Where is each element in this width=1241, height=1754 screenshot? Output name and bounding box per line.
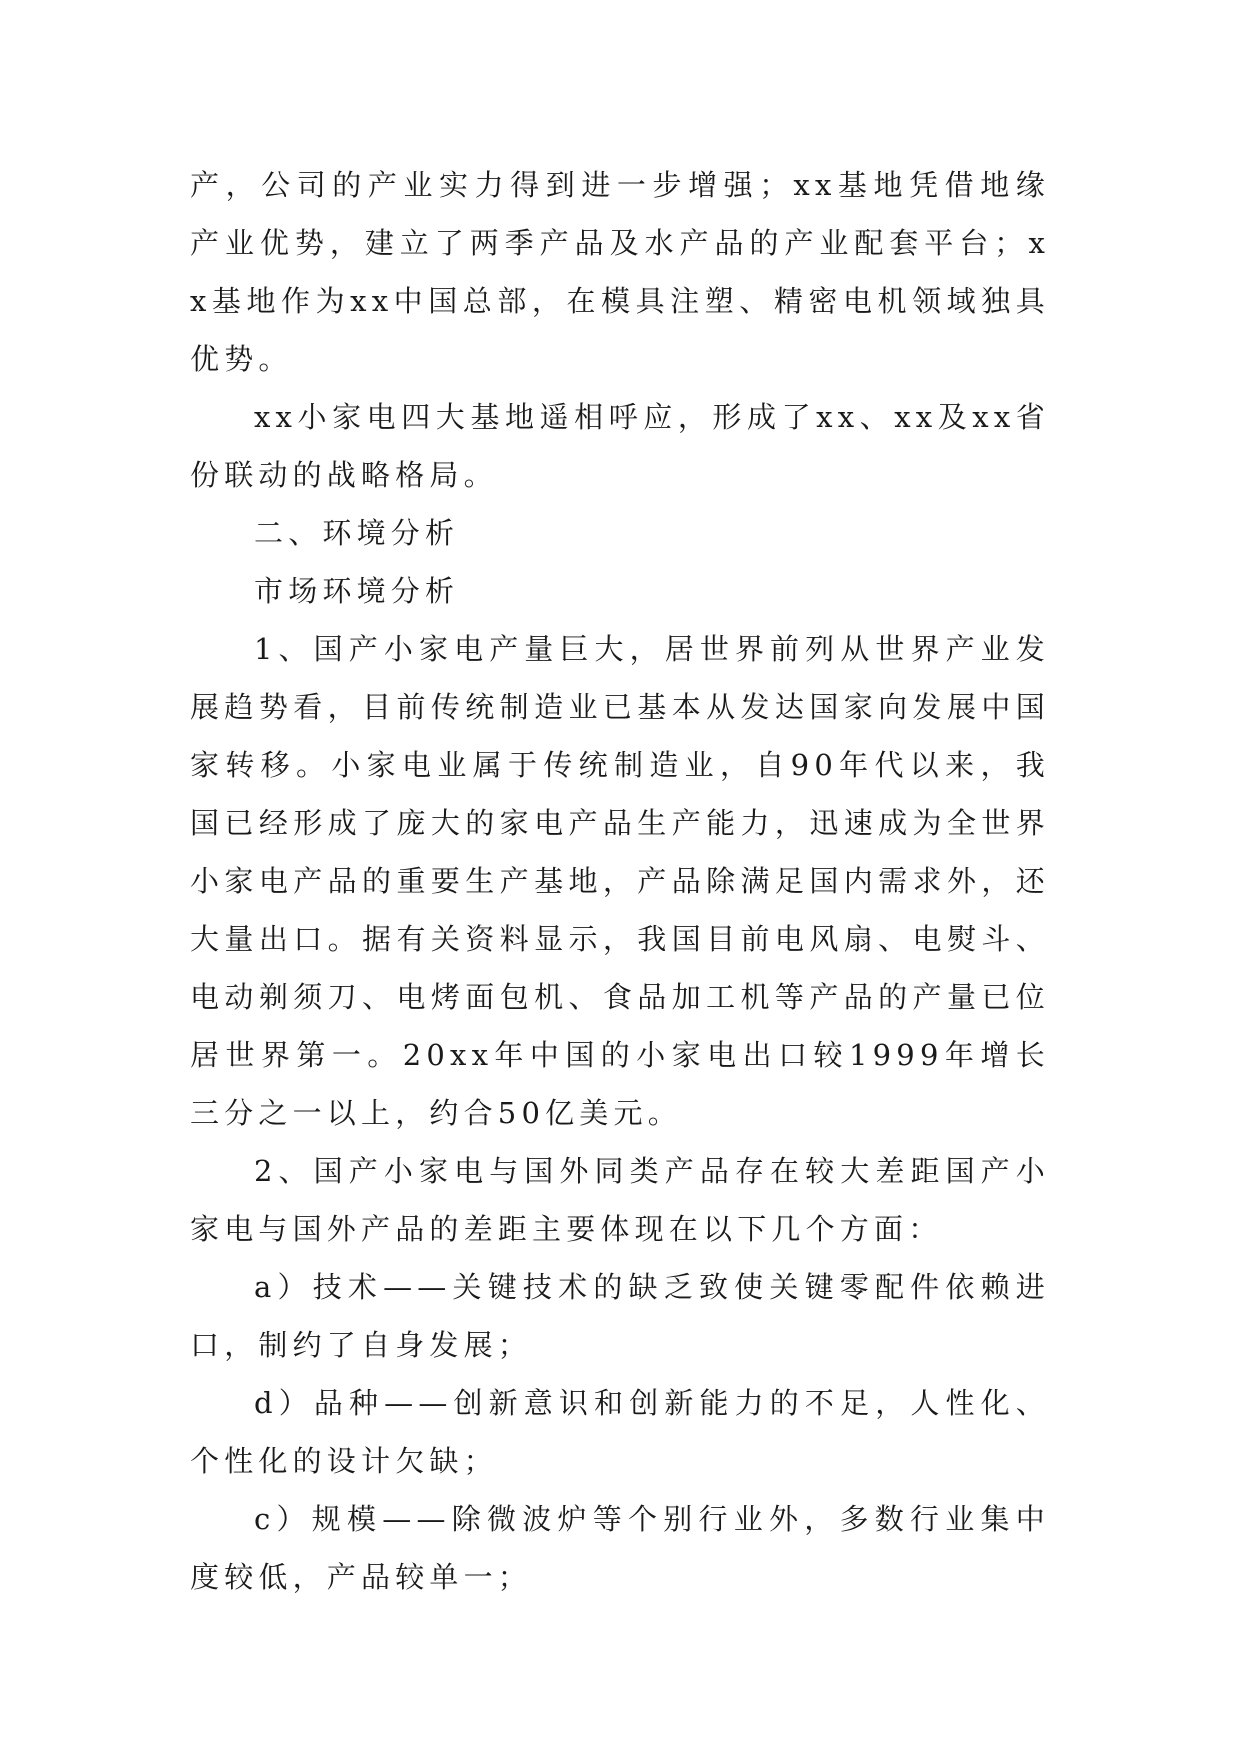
- section-heading: 二、环境分析: [254, 516, 460, 550]
- paragraph-1: 产，公司的产业实力得到进一步增强；xx基地凭借地缘产业优势，建立了两季产品及水产品的产业配套平台；xx基地作为xx中国总部，在模具注塑、精密电机领域独具优势。: [190, 168, 1050, 376]
- list-item-a: a）技术——关键技术的缺乏致使关键零配件依赖进口，制约了自身发展；: [190, 1270, 1050, 1362]
- paragraph-point-1: 1、国产小家电产量巨大，居世界前列从世界产业发展趋势看，目前传统制造业已基本从发达国家向发展中国家转移。小家电业属于传统制造业，自90年代以来，我国已经形成了庞大的家电产品生产能力，迅速成为全世界小家电产品的重要生产基地，产品除满足国内需求外，还大量出口。据有关资料显示，我国目前电风扇、电熨斗、电动剃须刀、电烤面包机、食品加工机等产品的产量已位居世界第一。20xx年中国的小家电出口较1999年增长三分之一以上，约合50亿美元。: [190, 632, 1050, 1130]
- paragraph-2: xx小家电四大基地遥相呼应，形成了xx、xx及xx省份联动的战略格局。: [190, 400, 1050, 492]
- subsection-heading: 市场环境分析: [254, 574, 460, 608]
- list-item-d: d）品种——创新意识和创新能力的不足，人性化、个性化的设计欠缺；: [190, 1386, 1050, 1478]
- list-item-c: c）规模——除微波炉等个别行业外，多数行业集中度较低，产品较单一；: [190, 1502, 1050, 1594]
- paragraph-point-2: 2、国产小家电与国外同类产品存在较大差距国产小家电与国外产品的差距主要体现在以下几个方面：: [190, 1154, 1050, 1246]
- document-body: [190, 156, 1050, 1606]
